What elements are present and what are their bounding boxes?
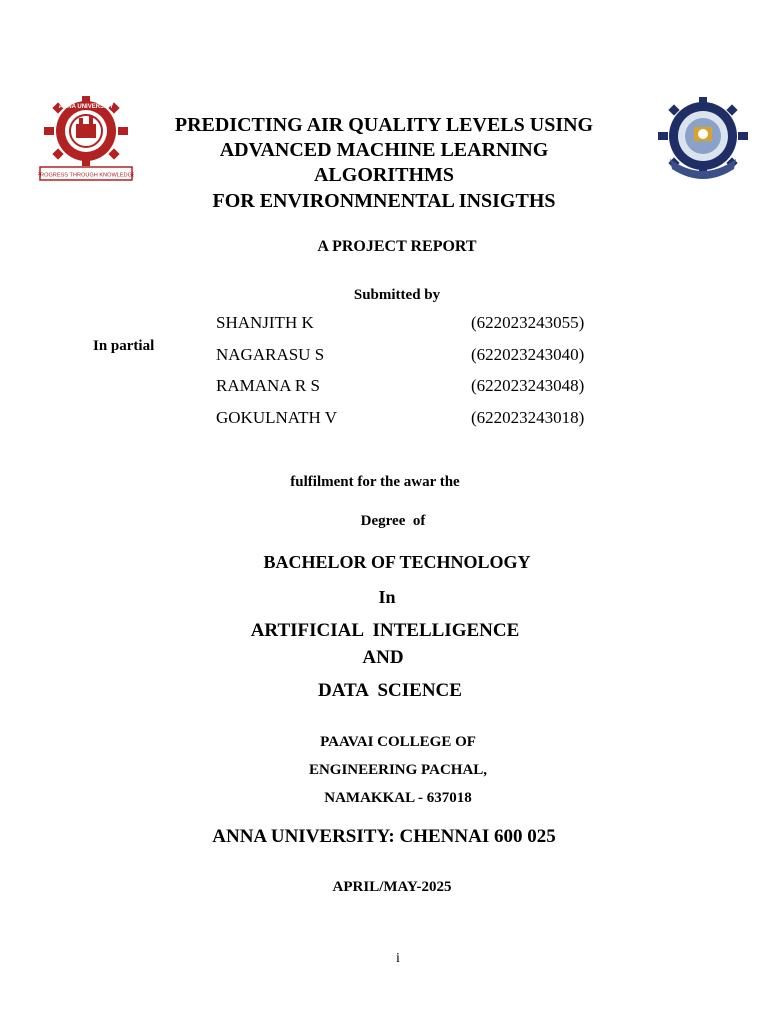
page-number: i [396,951,400,966]
student-id: (622023243055) [471,313,585,332]
specialization-1: ARTIFICIAL INTELLIGENCE [250,620,520,641]
student-name: NAGARASU S [216,345,325,364]
title-line-2: ADVANCED MACHINE LEARNING [219,139,549,161]
logo-motto: PROGRESS THROUGH KNOWLEDGE [38,172,134,179]
college-line-3: NAMAKKAL - 637018 [324,790,472,806]
fulfilment-text: fulfilment for the awar the [290,474,460,490]
student-id: (622023243040) [471,345,585,364]
student-id: (622023243018) [471,408,585,427]
submitted-by: Submitted by [353,287,441,303]
logo-university-text: ANNA UNIVERSITY [58,104,114,110]
title-line-4: FOR ENVIRONMNENTAL INSIGTHS [212,190,556,212]
college-line-2: ENGINEERING PACHAL, [308,762,488,778]
in-word: In [378,587,396,607]
student-name: SHANJITH K [216,313,314,332]
and-word: AND [362,647,404,668]
title-line-1: PREDICTING AIR QUALITY LEVELS USING [174,114,594,136]
student-name: GOKULNATH V [216,408,338,427]
student-name: RAMANA R S [216,376,320,395]
college-line-1: PAAVAI COLLEGE OF [320,734,476,750]
degree-of: Degree of [360,513,426,529]
session: APRIL/MAY-2025 [332,879,452,895]
specialization-2: DATA SCIENCE [318,680,462,701]
title-line-3: ALGORITHMS [313,164,455,186]
degree-name: BACHELOR OF TECHNOLOGY [263,552,531,572]
university-name: ANNA UNIVERSITY: CHENNAI 600 025 [212,826,556,847]
student-id: (622023243048) [471,376,585,395]
in-partial-label: In partial [93,338,155,354]
report-type: A PROJECT REPORT [317,238,477,255]
